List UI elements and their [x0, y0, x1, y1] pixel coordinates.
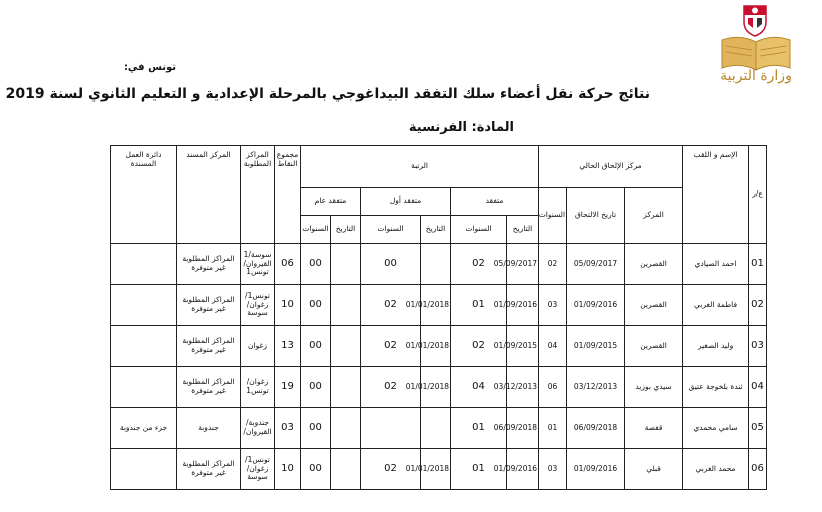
row-first-years: 00 — [361, 244, 421, 285]
table-row — [111, 408, 767, 449]
row-points: 06 — [275, 244, 301, 285]
page-title: نتائج حركة نقل أعضاء سلك التفقد البيداغوجي بالمرحلة الإعدادية و التعليم الثانوي لسنة 2019 — [5, 86, 650, 102]
row-points: 10 — [275, 285, 301, 326]
row-name: احمد الصيادي — [683, 244, 749, 285]
subject-title: المادة: الفرنسية — [408, 120, 514, 135]
row-name: سامي محمدي — [683, 408, 749, 449]
table-row — [111, 285, 767, 326]
row-insp-years: 01 — [451, 285, 507, 326]
row-join-date: 03/12/2013 — [567, 367, 625, 408]
row-name: فاطمة الغربي — [683, 285, 749, 326]
row-gen-date — [331, 326, 361, 367]
row-insp-years: 02 — [451, 244, 507, 285]
row-years: 06 — [539, 367, 567, 408]
row-years: 01 — [539, 408, 567, 449]
header-requested-centers: المراكز المطلوبة — [241, 146, 275, 244]
row-name: محمد الغربي — [683, 449, 749, 490]
header-gen-date: التاريخ — [331, 216, 361, 244]
row-insp-date: 03/12/2013 — [507, 367, 539, 408]
row-join-date: 01/09/2016 — [567, 285, 625, 326]
row-gen-date — [331, 285, 361, 326]
header-name: الإسم و اللقب — [683, 146, 749, 244]
row-name: وليد الصغير — [683, 326, 749, 367]
row-insp-date: 01/09/2015 — [507, 326, 539, 367]
table-row — [111, 449, 767, 490]
row-insp-date: 01/09/2016 — [507, 449, 539, 490]
row-center: قبلي — [625, 449, 683, 490]
row-num: 06 — [749, 449, 767, 490]
row-join-date: 05/09/2017 — [567, 244, 625, 285]
row-assigned: المراكز المطلوبة غير متوفرة — [177, 449, 241, 490]
row-center: القصرين — [625, 285, 683, 326]
row-years: 02 — [539, 244, 567, 285]
header-join-date: تاريخ الالتحاق — [567, 188, 625, 244]
row-assigned: المراكز المطلوبة غير متوفرة — [177, 244, 241, 285]
row-insp-years: 02 — [451, 326, 507, 367]
row-gen-years: 00 — [301, 326, 331, 367]
header-assigned-district: دائرة العمل المسندة — [111, 146, 177, 244]
row-gen-years: 00 — [301, 244, 331, 285]
header-gen-years: السنوات — [301, 216, 331, 244]
row-center: القصرين — [625, 244, 683, 285]
header-insp-date: التاريخ — [507, 216, 539, 244]
header-first-inspector: متفقد أول — [361, 188, 451, 216]
row-first-date: 01/01/2018 — [421, 449, 451, 490]
row-insp-years: 04 — [451, 367, 507, 408]
header-first-date: التاريخ — [421, 216, 451, 244]
header-general-inspector: متفقد عام — [301, 188, 361, 216]
header-insp-years: السنوات — [451, 216, 507, 244]
table-row — [111, 367, 767, 408]
row-assigned: المراكز المطلوبة غير متوفرة — [177, 326, 241, 367]
row-years: 03 — [539, 285, 567, 326]
header-inspector: متفقد — [451, 188, 539, 216]
row-requested: زغوان — [241, 326, 275, 367]
place-date-label: تونس في: — [123, 62, 176, 73]
row-first-years: 02 — [361, 326, 421, 367]
row-years: 03 — [539, 449, 567, 490]
header-assigned-center: المركز المسند — [177, 146, 241, 244]
row-gen-date — [331, 449, 361, 490]
row-gen-date — [331, 367, 361, 408]
header-first-years: السنوات — [361, 216, 421, 244]
row-first-date: 01/01/2018 — [421, 367, 451, 408]
row-num: 02 — [749, 285, 767, 326]
row-insp-years: 01 — [451, 408, 507, 449]
row-gen-years: 00 — [301, 367, 331, 408]
header-years: السنوات — [539, 188, 567, 244]
row-district — [111, 244, 177, 285]
row-center: القصرين — [625, 326, 683, 367]
header-current-center: مركز الإلحاق الحالي — [539, 146, 683, 188]
row-insp-date: 01/09/2016 — [507, 285, 539, 326]
row-requested: سوسة/1 القيروان/ تونس1 — [241, 244, 275, 285]
row-points: 13 — [275, 326, 301, 367]
logo-text: وزارة التربية — [720, 68, 792, 84]
row-district — [111, 367, 177, 408]
row-district — [111, 449, 177, 490]
header-center: المركز — [625, 188, 683, 244]
row-insp-date: 06/09/2018 — [507, 408, 539, 449]
ministry-book-icon — [716, 32, 796, 72]
table-row — [111, 326, 767, 367]
row-first-date — [421, 408, 451, 449]
row-years: 04 — [539, 326, 567, 367]
table-row — [111, 244, 767, 285]
row-first-years — [361, 408, 421, 449]
row-first-years: 02 — [361, 367, 421, 408]
ministry-logo — [712, 2, 800, 92]
row-gen-date — [331, 408, 361, 449]
row-insp-date: 05/09/2017 — [507, 244, 539, 285]
row-assigned: المراكز المطلوبة غير متوفرة — [177, 367, 241, 408]
row-requested: تونس1/ زغوان/ سوسة — [241, 285, 275, 326]
row-num: 05 — [749, 408, 767, 449]
row-points: 10 — [275, 449, 301, 490]
row-gen-years: 00 — [301, 408, 331, 449]
row-first-date — [421, 244, 451, 285]
row-requested: زغوان/ تونس1 — [241, 367, 275, 408]
row-gen-date — [331, 244, 361, 285]
row-requested: جندوبة/ القيروان/ — [241, 408, 275, 449]
results-body — [111, 244, 767, 490]
row-assigned: جندوبة — [177, 408, 241, 449]
row-center: قفصة — [625, 408, 683, 449]
row-requested: تونس1/ زغوان/ سوسة — [241, 449, 275, 490]
row-join-date: 01/09/2015 — [567, 326, 625, 367]
row-insp-years: 01 — [451, 449, 507, 490]
header-num: ع/ر — [749, 146, 767, 244]
row-name: ثندة بلخوجة عتيق — [683, 367, 749, 408]
row-points: 03 — [275, 408, 301, 449]
row-assigned: المراكز المطلوبة غير متوفرة — [177, 285, 241, 326]
row-center: سيدي بوزيد — [625, 367, 683, 408]
row-num: 04 — [749, 367, 767, 408]
row-first-date: 01/01/2018 — [421, 326, 451, 367]
row-points: 19 — [275, 367, 301, 408]
row-district: جزء من جندوبة — [111, 408, 177, 449]
row-first-date: 01/01/2018 — [421, 285, 451, 326]
row-gen-years: 00 — [301, 449, 331, 490]
row-join-date: 01/09/2016 — [567, 449, 625, 490]
row-num: 03 — [749, 326, 767, 367]
row-gen-years: 00 — [301, 285, 331, 326]
row-first-years: 02 — [361, 285, 421, 326]
header-total-points: مجموع النقاط — [275, 146, 301, 244]
row-district — [111, 285, 177, 326]
row-join-date: 06/09/2018 — [567, 408, 625, 449]
row-district — [111, 326, 177, 367]
row-num: 01 — [749, 244, 767, 285]
row-first-years: 02 — [361, 449, 421, 490]
header-rank: الرتبة — [301, 146, 539, 188]
results-table — [110, 145, 767, 490]
